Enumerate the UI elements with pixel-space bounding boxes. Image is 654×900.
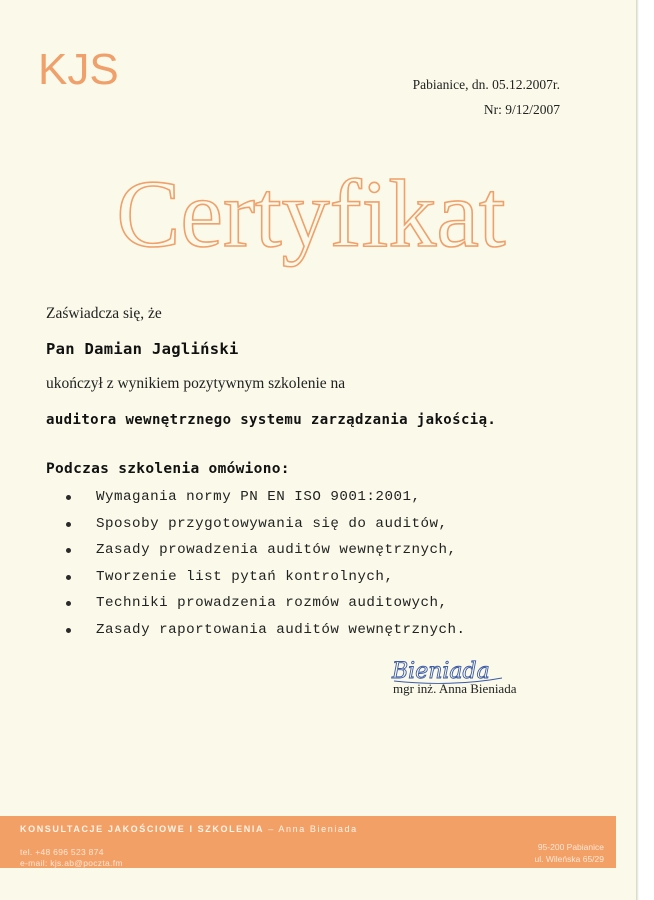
topics-heading: Podczas szkolenia omówiono: xyxy=(46,461,290,477)
list-item xyxy=(64,540,466,567)
list-item xyxy=(64,620,466,647)
company-owner: – Anna Bieniada xyxy=(268,824,358,834)
bullet-icon xyxy=(66,495,71,500)
list-item xyxy=(64,593,466,620)
list-item xyxy=(64,567,466,594)
footer-band xyxy=(0,816,616,868)
list-item xyxy=(64,514,466,541)
certificate-title xyxy=(86,158,536,268)
company-name: KONSULTACJE JAKOŚCIOWE I SZKOLENIA xyxy=(20,824,265,834)
svg-text:KJS: KJS xyxy=(38,45,119,94)
bullet-icon xyxy=(66,548,71,553)
footer-email: e-mail: kjs.ab@poczta.fm xyxy=(20,858,123,868)
list-item xyxy=(64,487,466,514)
topics-list xyxy=(64,487,466,646)
list-item-text: Tworzenie list pytań kontrolnych, xyxy=(96,568,394,585)
issue-date: Pabianice, dn. 05.12.2007r. xyxy=(412,77,560,92)
completion-text: ukończył z wynikiem pozytywnym szkolenie na xyxy=(46,375,346,392)
bullet-icon xyxy=(66,628,71,633)
course-name: auditora wewnętrznego systemu zarządzania jakością. xyxy=(46,412,497,428)
footer-phone: tel. +48 696 523 874 xyxy=(20,847,104,857)
bullet-icon xyxy=(66,522,71,527)
footer-postal-code: 95-200 Pabianice xyxy=(537,842,604,852)
list-item-text: Zasady raportowania auditów wewnętrznych. xyxy=(96,621,466,638)
intro-text: Zaświadcza się, że xyxy=(46,305,162,322)
signer-name: mgr inż. Anna Bieniada xyxy=(393,681,517,696)
footer-street: ul. Wileńska 65/29 xyxy=(534,854,604,864)
certificate-number: Nr: 9/12/2007 xyxy=(483,102,560,117)
list-item-text: Techniki prowadzenia rozmów auditowych, xyxy=(96,595,448,611)
svg-text:Certyfikat: Certyfikat xyxy=(116,160,506,267)
list-item-text: Zasady prowadzenia auditów wewnętrznych, xyxy=(96,542,457,558)
list-item-text: Sposoby przygotowywania się do auditów, xyxy=(96,515,448,532)
svg-text:Bieniada: Bieniada xyxy=(392,659,490,684)
list-item-text: Wymagania normy PN EN ISO 9001:2001, xyxy=(96,489,421,505)
recipient-name: Pan Damian Jagliński xyxy=(46,340,239,358)
kjs-logo xyxy=(34,40,130,96)
footer-company xyxy=(20,824,358,834)
page-edge xyxy=(636,0,639,900)
bullet-icon xyxy=(66,601,71,606)
bullet-icon xyxy=(66,575,71,580)
